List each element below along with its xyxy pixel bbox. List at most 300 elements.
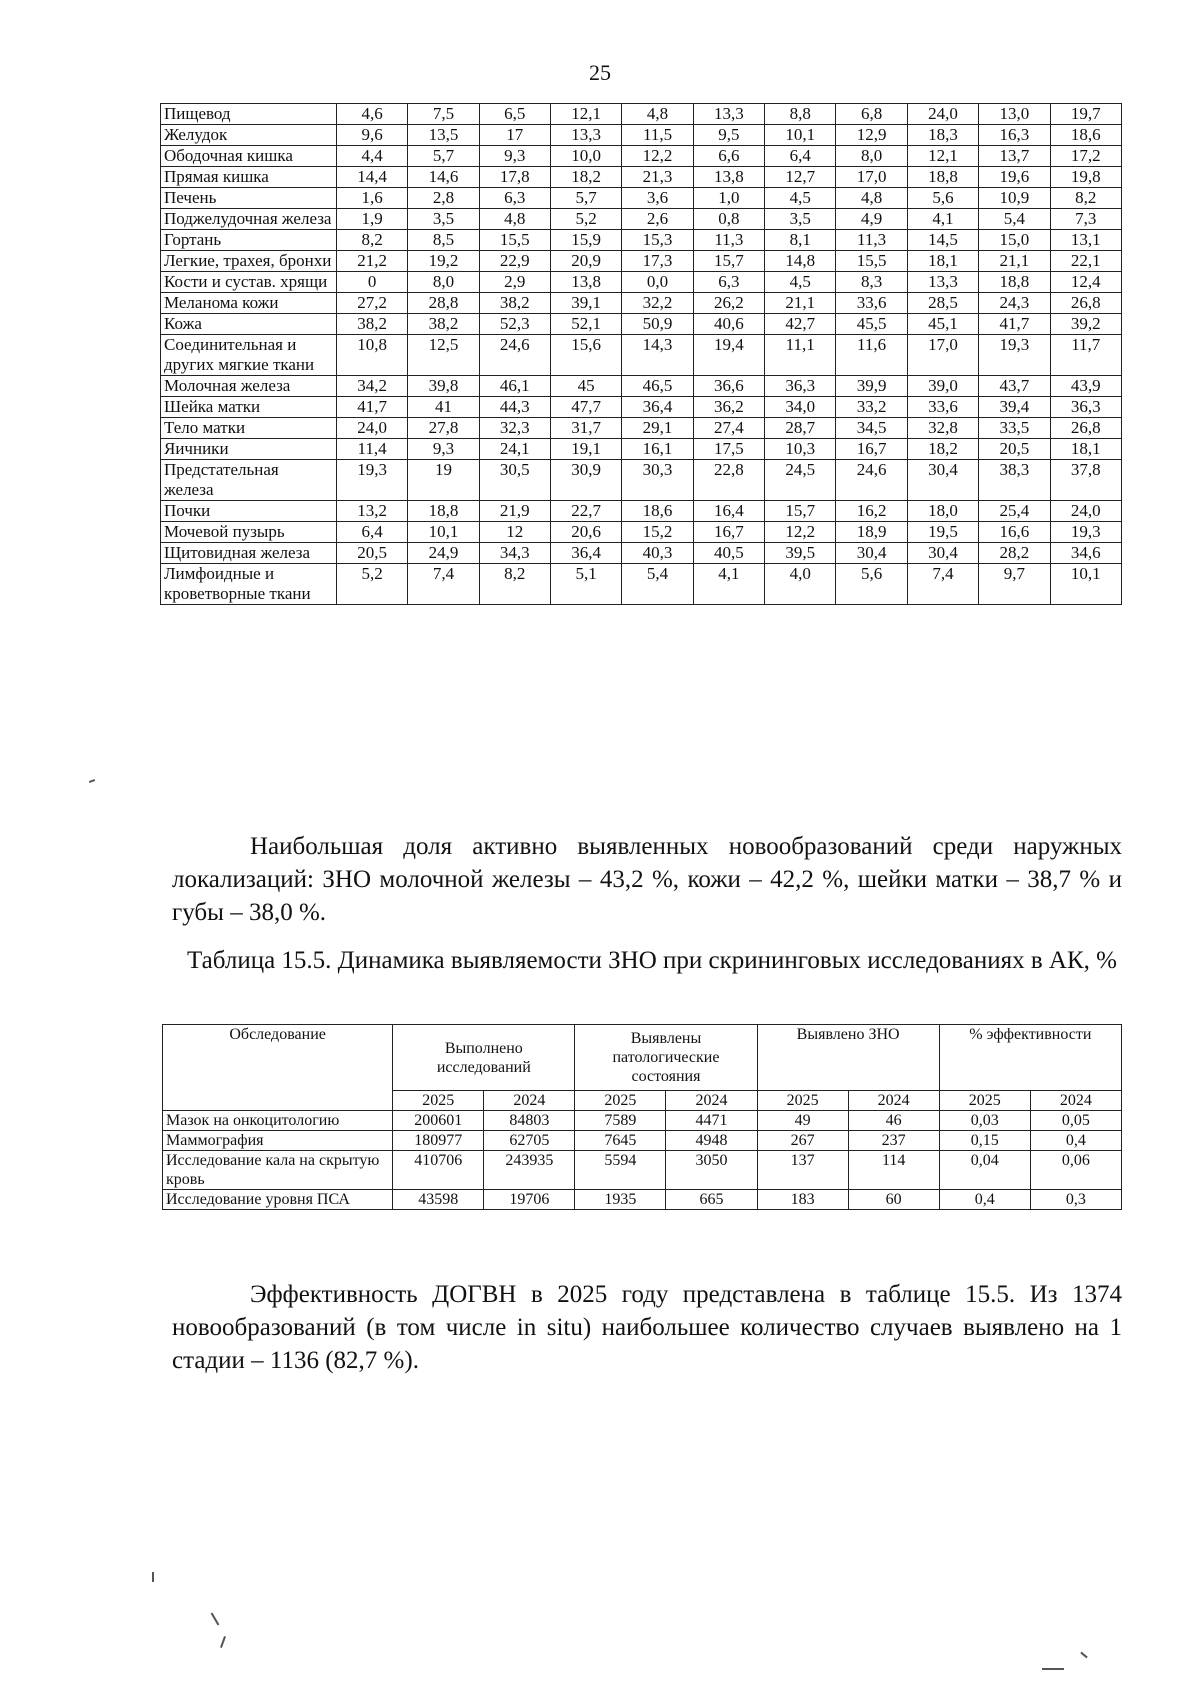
value-cell: 4,8 bbox=[836, 188, 907, 209]
value-cell: 11,1 bbox=[765, 335, 836, 376]
value-cell: 12 bbox=[479, 522, 550, 543]
value-cell: 19,3 bbox=[336, 460, 407, 501]
value-cell: 19706 bbox=[484, 1190, 575, 1210]
value-cell: 40,5 bbox=[693, 543, 764, 564]
value-cell: 27,4 bbox=[693, 418, 764, 439]
value-cell: 9,3 bbox=[408, 439, 479, 460]
table-caption: Таблица 15.5. Динамика выявляемости ЗНО при скрининговых исследованиях в АК, % bbox=[187, 947, 1117, 974]
value-cell: 10,1 bbox=[765, 125, 836, 146]
table-row bbox=[161, 293, 1122, 314]
value-cell: 47,7 bbox=[550, 397, 621, 418]
value-cell: 13,3 bbox=[907, 272, 978, 293]
value-cell: 13,5 bbox=[408, 125, 479, 146]
value-cell: 30,9 bbox=[550, 460, 621, 501]
table-row bbox=[163, 1111, 1122, 1131]
value-cell: 15,5 bbox=[836, 251, 907, 272]
header-zno: Выявлено ЗНО bbox=[757, 1025, 939, 1091]
value-cell: 17,5 bbox=[693, 439, 764, 460]
value-cell: 45,1 bbox=[907, 314, 978, 335]
value-cell: 41 bbox=[408, 397, 479, 418]
value-cell: 46,5 bbox=[622, 376, 693, 397]
value-cell: 2,9 bbox=[479, 272, 550, 293]
value-cell: 12,1 bbox=[907, 146, 978, 167]
localization-label: Кости и сустав. хрящи bbox=[161, 272, 337, 293]
value-cell: 11,3 bbox=[693, 230, 764, 251]
localization-label: Прямая кишка bbox=[161, 167, 337, 188]
value-cell: 1,9 bbox=[336, 209, 407, 230]
value-cell: 8,0 bbox=[836, 146, 907, 167]
value-cell: 13,1 bbox=[1050, 230, 1122, 251]
value-cell: 26,8 bbox=[1050, 293, 1122, 314]
year-header: 2024 bbox=[848, 1091, 939, 1111]
value-cell: 44,3 bbox=[479, 397, 550, 418]
value-cell: 18,1 bbox=[907, 251, 978, 272]
value-cell: 4,5 bbox=[765, 272, 836, 293]
year-header: 2024 bbox=[666, 1091, 757, 1111]
value-cell: 26,8 bbox=[1050, 418, 1122, 439]
value-cell: 665 bbox=[666, 1190, 757, 1210]
table-row bbox=[161, 104, 1122, 125]
value-cell: 8,0 bbox=[408, 272, 479, 293]
value-cell: 9,3 bbox=[479, 146, 550, 167]
value-cell: 38,2 bbox=[336, 314, 407, 335]
year-header: 2025 bbox=[393, 1091, 484, 1111]
value-cell: 19,8 bbox=[1050, 167, 1122, 188]
localization-label: Ободочная кишка bbox=[161, 146, 337, 167]
table-row bbox=[163, 1190, 1122, 1210]
value-cell: 4948 bbox=[666, 1131, 757, 1151]
value-cell: 22,8 bbox=[693, 460, 764, 501]
year-header: 2025 bbox=[757, 1091, 848, 1111]
value-cell: 0 bbox=[336, 272, 407, 293]
value-cell: 17,0 bbox=[836, 167, 907, 188]
value-cell: 30,4 bbox=[836, 543, 907, 564]
value-cell: 31,7 bbox=[550, 418, 621, 439]
table-row bbox=[161, 272, 1122, 293]
value-cell: 0,04 bbox=[939, 1151, 1030, 1190]
value-cell: 34,2 bbox=[336, 376, 407, 397]
scan-mark bbox=[152, 1572, 154, 1582]
value-cell: 0,4 bbox=[939, 1190, 1030, 1210]
table-row bbox=[161, 439, 1122, 460]
value-cell: 12,5 bbox=[408, 335, 479, 376]
value-cell: 21,1 bbox=[765, 293, 836, 314]
table-row bbox=[161, 146, 1122, 167]
header-exam: Обследование bbox=[163, 1025, 393, 1111]
localization-label: Почки bbox=[161, 501, 337, 522]
value-cell: 39,5 bbox=[765, 543, 836, 564]
value-cell: 24,6 bbox=[836, 460, 907, 501]
value-cell: 0,3 bbox=[1030, 1190, 1121, 1210]
value-cell: 34,5 bbox=[836, 418, 907, 439]
value-cell: 28,5 bbox=[907, 293, 978, 314]
value-cell: 8,2 bbox=[336, 230, 407, 251]
value-cell: 22,1 bbox=[1050, 251, 1122, 272]
value-cell: 52,3 bbox=[479, 314, 550, 335]
value-cell: 14,3 bbox=[622, 335, 693, 376]
header-done: Выполнено исследований bbox=[393, 1025, 575, 1091]
value-cell: 32,3 bbox=[479, 418, 550, 439]
value-cell: 19 bbox=[408, 460, 479, 501]
value-cell: 45 bbox=[550, 376, 621, 397]
value-cell: 13,7 bbox=[979, 146, 1050, 167]
value-cell: 21,3 bbox=[622, 167, 693, 188]
value-cell: 18,8 bbox=[907, 167, 978, 188]
value-cell: 24,0 bbox=[336, 418, 407, 439]
value-cell: 15,5 bbox=[479, 230, 550, 251]
value-cell: 32,2 bbox=[622, 293, 693, 314]
value-cell: 19,7 bbox=[1050, 104, 1122, 125]
value-cell: 7645 bbox=[575, 1131, 666, 1151]
value-cell: 5,4 bbox=[979, 209, 1050, 230]
value-cell: 24,3 bbox=[979, 293, 1050, 314]
table-row bbox=[161, 418, 1122, 439]
value-cell: 38,3 bbox=[979, 460, 1050, 501]
value-cell: 2,8 bbox=[408, 188, 479, 209]
value-cell: 18,2 bbox=[550, 167, 621, 188]
value-cell: 14,6 bbox=[408, 167, 479, 188]
value-cell: 21,1 bbox=[979, 251, 1050, 272]
value-cell: 17,8 bbox=[479, 167, 550, 188]
value-cell: 46,1 bbox=[479, 376, 550, 397]
value-cell: 28,8 bbox=[408, 293, 479, 314]
value-cell: 39,0 bbox=[907, 376, 978, 397]
value-cell: 6,8 bbox=[836, 104, 907, 125]
value-cell: 8,3 bbox=[836, 272, 907, 293]
value-cell: 41,7 bbox=[979, 314, 1050, 335]
value-cell: 18,1 bbox=[1050, 439, 1122, 460]
value-cell: 267 bbox=[757, 1131, 848, 1151]
value-cell: 9,5 bbox=[693, 125, 764, 146]
value-cell: 39,1 bbox=[550, 293, 621, 314]
table-row bbox=[161, 188, 1122, 209]
value-cell: 18,2 bbox=[907, 439, 978, 460]
value-cell: 11,3 bbox=[836, 230, 907, 251]
value-cell: 5,6 bbox=[907, 188, 978, 209]
value-cell: 32,8 bbox=[907, 418, 978, 439]
value-cell: 11,7 bbox=[1050, 335, 1122, 376]
value-cell: 15,7 bbox=[693, 251, 764, 272]
table-row bbox=[161, 522, 1122, 543]
table-row bbox=[161, 397, 1122, 418]
table-row bbox=[161, 460, 1122, 501]
year-header: 2024 bbox=[484, 1091, 575, 1111]
value-cell: 11,5 bbox=[622, 125, 693, 146]
value-cell: 18,9 bbox=[836, 522, 907, 543]
value-cell: 24,5 bbox=[765, 460, 836, 501]
value-cell: 24,9 bbox=[408, 543, 479, 564]
value-cell: 0,03 bbox=[939, 1111, 1030, 1131]
value-cell: 10,3 bbox=[765, 439, 836, 460]
value-cell: 36,3 bbox=[765, 376, 836, 397]
value-cell: 9,7 bbox=[979, 564, 1050, 605]
value-cell: 24,6 bbox=[479, 335, 550, 376]
value-cell: 19,5 bbox=[907, 522, 978, 543]
value-cell: 30,4 bbox=[907, 543, 978, 564]
exam-label: Исследование уровня ПСА bbox=[163, 1190, 393, 1210]
scan-mark bbox=[89, 779, 95, 783]
value-cell: 29,1 bbox=[622, 418, 693, 439]
value-cell: 18,8 bbox=[979, 272, 1050, 293]
value-cell: 19,3 bbox=[1050, 522, 1122, 543]
value-cell: 12,9 bbox=[836, 125, 907, 146]
value-cell: 3050 bbox=[666, 1151, 757, 1190]
scan-mark bbox=[211, 1612, 220, 1625]
paragraph-efficiency: Эффективность ДОГВН в 2025 году представлена в таблице 15.5. Из 1374 новообразований (в том числе in situ) наибольшее количество случаев выявлено на 1 стадии – 1136 (82,7 %). bbox=[172, 1281, 1122, 1374]
value-cell: 28,2 bbox=[979, 543, 1050, 564]
value-cell: 5,6 bbox=[836, 564, 907, 605]
value-cell: 16,1 bbox=[622, 439, 693, 460]
value-cell: 50,9 bbox=[622, 314, 693, 335]
value-cell: 27,8 bbox=[408, 418, 479, 439]
localization-label: Яичники bbox=[161, 439, 337, 460]
value-cell: 6,6 bbox=[693, 146, 764, 167]
value-cell: 8,2 bbox=[479, 564, 550, 605]
value-cell: 38,2 bbox=[408, 314, 479, 335]
value-cell: 18,6 bbox=[1050, 125, 1122, 146]
value-cell: 10,8 bbox=[336, 335, 407, 376]
value-cell: 34,3 bbox=[479, 543, 550, 564]
value-cell: 39,9 bbox=[836, 376, 907, 397]
value-cell: 39,4 bbox=[979, 397, 1050, 418]
value-cell: 0,4 bbox=[1030, 1131, 1121, 1151]
value-cell: 5,2 bbox=[336, 564, 407, 605]
value-cell: 4,8 bbox=[479, 209, 550, 230]
value-cell: 8,5 bbox=[408, 230, 479, 251]
exam-label: Исследование кала на скрытую кровь bbox=[163, 1151, 393, 1190]
value-cell: 8,8 bbox=[765, 104, 836, 125]
value-cell: 3,5 bbox=[408, 209, 479, 230]
value-cell: 14,5 bbox=[907, 230, 978, 251]
value-cell: 7,4 bbox=[907, 564, 978, 605]
value-cell: 19,4 bbox=[693, 335, 764, 376]
value-cell: 84803 bbox=[484, 1111, 575, 1131]
table-row bbox=[161, 209, 1122, 230]
table-row bbox=[161, 230, 1122, 251]
value-cell: 10,9 bbox=[979, 188, 1050, 209]
value-cell: 18,8 bbox=[408, 501, 479, 522]
value-cell: 0,8 bbox=[693, 209, 764, 230]
value-cell: 237 bbox=[848, 1131, 939, 1151]
value-cell: 39,8 bbox=[408, 376, 479, 397]
value-cell: 21,2 bbox=[336, 251, 407, 272]
value-cell: 11,4 bbox=[336, 439, 407, 460]
value-cell: 37,8 bbox=[1050, 460, 1122, 501]
value-cell: 183 bbox=[757, 1190, 848, 1210]
value-cell: 12,1 bbox=[550, 104, 621, 125]
value-cell: 6,3 bbox=[693, 272, 764, 293]
value-cell: 16,2 bbox=[836, 501, 907, 522]
value-cell: 14,4 bbox=[336, 167, 407, 188]
value-cell: 19,6 bbox=[979, 167, 1050, 188]
value-cell: 410706 bbox=[393, 1151, 484, 1190]
value-cell: 13,8 bbox=[550, 272, 621, 293]
value-cell: 16,7 bbox=[836, 439, 907, 460]
value-cell: 7,5 bbox=[408, 104, 479, 125]
scan-mark bbox=[220, 1636, 226, 1648]
value-cell: 13,8 bbox=[693, 167, 764, 188]
value-cell: 40,3 bbox=[622, 543, 693, 564]
value-cell: 114 bbox=[848, 1151, 939, 1190]
localization-label: Щитовидная железа bbox=[161, 543, 337, 564]
value-cell: 43,7 bbox=[979, 376, 1050, 397]
value-cell: 12,4 bbox=[1050, 272, 1122, 293]
value-cell: 45,5 bbox=[836, 314, 907, 335]
table-row bbox=[163, 1151, 1122, 1190]
table-row bbox=[161, 564, 1122, 605]
value-cell: 24,0 bbox=[907, 104, 978, 125]
exam-label: Мазок на онкоцитологию bbox=[163, 1111, 393, 1131]
localization-label: Пищевод bbox=[161, 104, 337, 125]
value-cell: 21,9 bbox=[479, 501, 550, 522]
header-patho: Выявлены патологические состояния bbox=[575, 1025, 757, 1091]
value-cell: 4,6 bbox=[336, 104, 407, 125]
value-cell: 19,3 bbox=[979, 335, 1050, 376]
value-cell: 4,9 bbox=[836, 209, 907, 230]
value-cell: 34,6 bbox=[1050, 543, 1122, 564]
value-cell: 200601 bbox=[393, 1111, 484, 1131]
value-cell: 42,7 bbox=[765, 314, 836, 335]
paragraph-external-localizations: Наибольшая доля активно выявленных новообразований среди наружных локализаций: ЗНО молочной железы – 43,2 %, кожи – 42,2 %, шейки матки – 38,7 % и губы – 38,0 %. bbox=[172, 833, 1122, 926]
value-cell: 39,2 bbox=[1050, 314, 1122, 335]
value-cell: 27,2 bbox=[336, 293, 407, 314]
value-cell: 9,6 bbox=[336, 125, 407, 146]
value-cell: 46 bbox=[848, 1111, 939, 1131]
table-row bbox=[161, 376, 1122, 397]
value-cell: 36,6 bbox=[693, 376, 764, 397]
value-cell: 5,1 bbox=[550, 564, 621, 605]
value-cell: 36,4 bbox=[622, 397, 693, 418]
value-cell: 10,1 bbox=[1050, 564, 1122, 605]
value-cell: 43598 bbox=[393, 1190, 484, 1210]
value-cell: 41,7 bbox=[336, 397, 407, 418]
value-cell: 24,1 bbox=[479, 439, 550, 460]
value-cell: 15,6 bbox=[550, 335, 621, 376]
year-header: 2025 bbox=[575, 1091, 666, 1111]
localization-label: Тело матки bbox=[161, 418, 337, 439]
screening-table bbox=[162, 1024, 1122, 1210]
scan-mark bbox=[1042, 1668, 1064, 1670]
value-cell: 13,3 bbox=[550, 125, 621, 146]
value-cell: 38,2 bbox=[479, 293, 550, 314]
value-cell: 7,3 bbox=[1050, 209, 1122, 230]
scan-mark bbox=[1080, 1652, 1087, 1659]
value-cell: 18,3 bbox=[907, 125, 978, 146]
value-cell: 15,7 bbox=[765, 501, 836, 522]
value-cell: 17 bbox=[479, 125, 550, 146]
value-cell: 49 bbox=[757, 1111, 848, 1131]
value-cell: 19,1 bbox=[550, 439, 621, 460]
value-cell: 43,9 bbox=[1050, 376, 1122, 397]
localization-label: Шейка матки bbox=[161, 397, 337, 418]
value-cell: 20,5 bbox=[336, 543, 407, 564]
value-cell: 1935 bbox=[575, 1190, 666, 1210]
value-cell: 15,2 bbox=[622, 522, 693, 543]
value-cell: 3,5 bbox=[765, 209, 836, 230]
value-cell: 14,8 bbox=[765, 251, 836, 272]
value-cell: 3,6 bbox=[622, 188, 693, 209]
value-cell: 16,7 bbox=[693, 522, 764, 543]
value-cell: 243935 bbox=[484, 1151, 575, 1190]
value-cell: 7,4 bbox=[408, 564, 479, 605]
value-cell: 5594 bbox=[575, 1151, 666, 1190]
localization-label: Кожа bbox=[161, 314, 337, 335]
value-cell: 12,7 bbox=[765, 167, 836, 188]
value-cell: 13,3 bbox=[693, 104, 764, 125]
value-cell: 25,4 bbox=[979, 501, 1050, 522]
localization-label: Поджелудочная железа bbox=[161, 209, 337, 230]
value-cell: 17,2 bbox=[1050, 146, 1122, 167]
value-cell: 33,6 bbox=[836, 293, 907, 314]
value-cell: 4,1 bbox=[907, 209, 978, 230]
value-cell: 11,6 bbox=[836, 335, 907, 376]
value-cell: 5,7 bbox=[408, 146, 479, 167]
value-cell: 0,15 bbox=[939, 1131, 1030, 1151]
value-cell: 5,7 bbox=[550, 188, 621, 209]
value-cell: 13,2 bbox=[336, 501, 407, 522]
header-eff: % эффективности bbox=[939, 1025, 1121, 1091]
localization-label: Молочная железа bbox=[161, 376, 337, 397]
value-cell: 15,3 bbox=[622, 230, 693, 251]
value-cell: 20,5 bbox=[979, 439, 1050, 460]
localization-label: Предстательная железа bbox=[161, 460, 337, 501]
value-cell: 36,3 bbox=[1050, 397, 1122, 418]
value-cell: 18,6 bbox=[622, 501, 693, 522]
value-cell: 12,2 bbox=[765, 522, 836, 543]
value-cell: 5,2 bbox=[550, 209, 621, 230]
value-cell: 4,8 bbox=[622, 104, 693, 125]
value-cell: 5,4 bbox=[622, 564, 693, 605]
year-header: 2024 bbox=[1030, 1091, 1121, 1111]
localization-label: Мочевой пузырь bbox=[161, 522, 337, 543]
year-header: 2025 bbox=[939, 1091, 1030, 1111]
value-cell: 34,0 bbox=[765, 397, 836, 418]
value-cell: 6,3 bbox=[479, 188, 550, 209]
value-cell: 16,3 bbox=[979, 125, 1050, 146]
value-cell: 16,6 bbox=[979, 522, 1050, 543]
value-cell: 8,1 bbox=[765, 230, 836, 251]
value-cell: 7589 bbox=[575, 1111, 666, 1131]
value-cell: 18,0 bbox=[907, 501, 978, 522]
table-row bbox=[163, 1131, 1122, 1151]
page-number: 25 bbox=[589, 60, 611, 85]
value-cell: 28,7 bbox=[765, 418, 836, 439]
value-cell: 20,6 bbox=[550, 522, 621, 543]
value-cell: 33,2 bbox=[836, 397, 907, 418]
value-cell: 26,2 bbox=[693, 293, 764, 314]
table-row bbox=[161, 335, 1122, 376]
value-cell: 1,6 bbox=[336, 188, 407, 209]
table-row bbox=[161, 501, 1122, 522]
value-cell: 19,2 bbox=[408, 251, 479, 272]
value-cell: 13,0 bbox=[979, 104, 1050, 125]
value-cell: 0,06 bbox=[1030, 1151, 1121, 1190]
value-cell: 10,1 bbox=[408, 522, 479, 543]
value-cell: 30,3 bbox=[622, 460, 693, 501]
value-cell: 24,0 bbox=[1050, 501, 1122, 522]
value-cell: 22,7 bbox=[550, 501, 621, 522]
value-cell: 137 bbox=[757, 1151, 848, 1190]
value-cell: 6,5 bbox=[479, 104, 550, 125]
value-cell: 30,5 bbox=[479, 460, 550, 501]
value-cell: 2,6 bbox=[622, 209, 693, 230]
localization-rates-table bbox=[160, 103, 1122, 605]
localization-label: Желудок bbox=[161, 125, 337, 146]
value-cell: 16,4 bbox=[693, 501, 764, 522]
value-cell: 33,5 bbox=[979, 418, 1050, 439]
localization-label: Лимфоидные и кроветворные ткани bbox=[161, 564, 337, 605]
table-row bbox=[161, 314, 1122, 335]
